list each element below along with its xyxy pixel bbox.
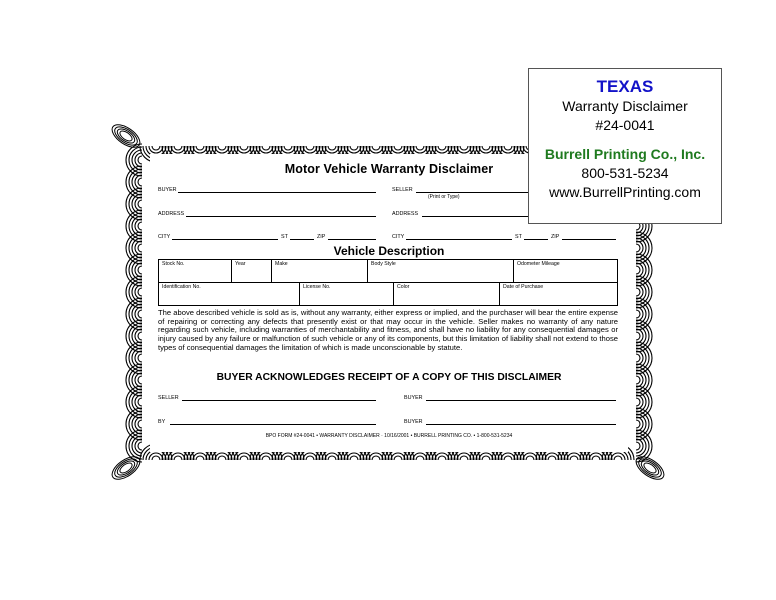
disclaimer-paragraph: The above described vehicle is sold as is, without any warranty, either express or implied, and the purchaser will bear the entire expense of repairing or correcting any defects that presently exist or that may occur in the vehicle. Seller makes no warranty of any nature regarding such vehicle, including warranties of merchantability and fitness, and shall have no liability for any consequential damages or injury caused by any failure or malfunction of such vehicle or any of its components, but this limitation of liability shall not extend to those types of consequential damages the limitation of which is made unconscionable by statute.	[158, 308, 618, 352]
vehicle-description-heading: Vehicle Description	[333, 244, 445, 258]
year-label: Year	[235, 261, 246, 267]
identification-no-label: Identification No.	[162, 284, 201, 290]
buyer-city-label: CITY	[158, 234, 171, 240]
state-title: TEXAS	[596, 77, 654, 96]
buyer-st-line[interactable]	[290, 239, 314, 240]
company-phone: 800-531-5234	[581, 165, 669, 181]
sig-buyer-line-1[interactable]	[426, 400, 616, 401]
buyer-address-line[interactable]	[186, 216, 376, 217]
buyer-label: BUYER	[158, 187, 177, 193]
color-label: Color	[397, 284, 410, 290]
form-number: #24-0041	[595, 117, 655, 133]
buyer-line[interactable]	[178, 192, 376, 193]
sig-buyer-label-2: BUYER	[404, 419, 423, 425]
seller-address-label: ADDRESS	[392, 211, 419, 217]
body-style-cell[interactable]	[367, 260, 514, 282]
buyer-zip-line[interactable]	[328, 239, 376, 240]
buyer-zip-label: ZIP	[317, 234, 326, 240]
identification-no-cell[interactable]	[159, 283, 299, 305]
form-title: Motor Vehicle Warranty Disclaimer	[284, 162, 494, 176]
buyer-city-line[interactable]	[172, 239, 278, 240]
seller-zip-line[interactable]	[562, 239, 616, 240]
sig-by-line[interactable]	[170, 424, 376, 425]
stock-no-cell[interactable]	[159, 260, 231, 282]
make-label: Make	[275, 261, 288, 267]
company-name: Burrell Printing Co., Inc.	[544, 146, 706, 162]
seller-st-line[interactable]	[524, 239, 548, 240]
seller-zip-label: ZIP	[551, 234, 560, 240]
make-cell[interactable]	[271, 260, 368, 282]
sig-seller-label: SELLER	[158, 395, 179, 401]
year-cell[interactable]	[231, 260, 272, 282]
date-of-purchase-cell[interactable]	[499, 283, 618, 305]
stock-no-label: Stock No.	[162, 261, 185, 267]
sig-buyer-label-1: BUYER	[404, 395, 423, 401]
seller-label: SELLER	[392, 187, 413, 193]
vehicle-grid-row-1	[158, 259, 618, 283]
color-cell[interactable]	[393, 283, 500, 305]
company-website: www.BurrellPrinting.com	[549, 184, 701, 200]
product-label	[528, 68, 722, 224]
product-name: Warranty Disclaimer	[562, 98, 688, 114]
buyer-st-label: ST	[281, 234, 288, 240]
sig-buyer-line-2[interactable]	[426, 424, 616, 425]
odometer-label: Odometer Mileage	[517, 261, 560, 267]
print-note: (Print or Type)	[428, 194, 460, 200]
seller-st-label: ST	[515, 234, 522, 240]
sig-seller-line[interactable]	[182, 400, 376, 401]
acknowledgement-heading: BUYER ACKNOWLEDGES RECEIPT OF A COPY OF THIS DISCLAIMER	[216, 372, 562, 383]
license-no-label: License No.	[303, 284, 331, 290]
sig-by-label: BY	[158, 419, 166, 425]
vehicle-grid-row-2	[158, 282, 618, 306]
seller-city-line[interactable]	[406, 239, 512, 240]
odometer-cell[interactable]	[513, 260, 618, 282]
buyer-address-label: ADDRESS	[158, 211, 185, 217]
seller-city-label: CITY	[392, 234, 405, 240]
date-of-purchase-label: Date of Purchase	[503, 284, 544, 290]
form-footer: BPO FORM #24-0041 • WARRANTY DISCLAIMER · 10/16/2001 • BURRELL PRINTING CO. • 1-800-531-5234	[265, 433, 513, 439]
license-no-cell[interactable]	[299, 283, 394, 305]
body-style-label: Body Style	[371, 261, 396, 267]
